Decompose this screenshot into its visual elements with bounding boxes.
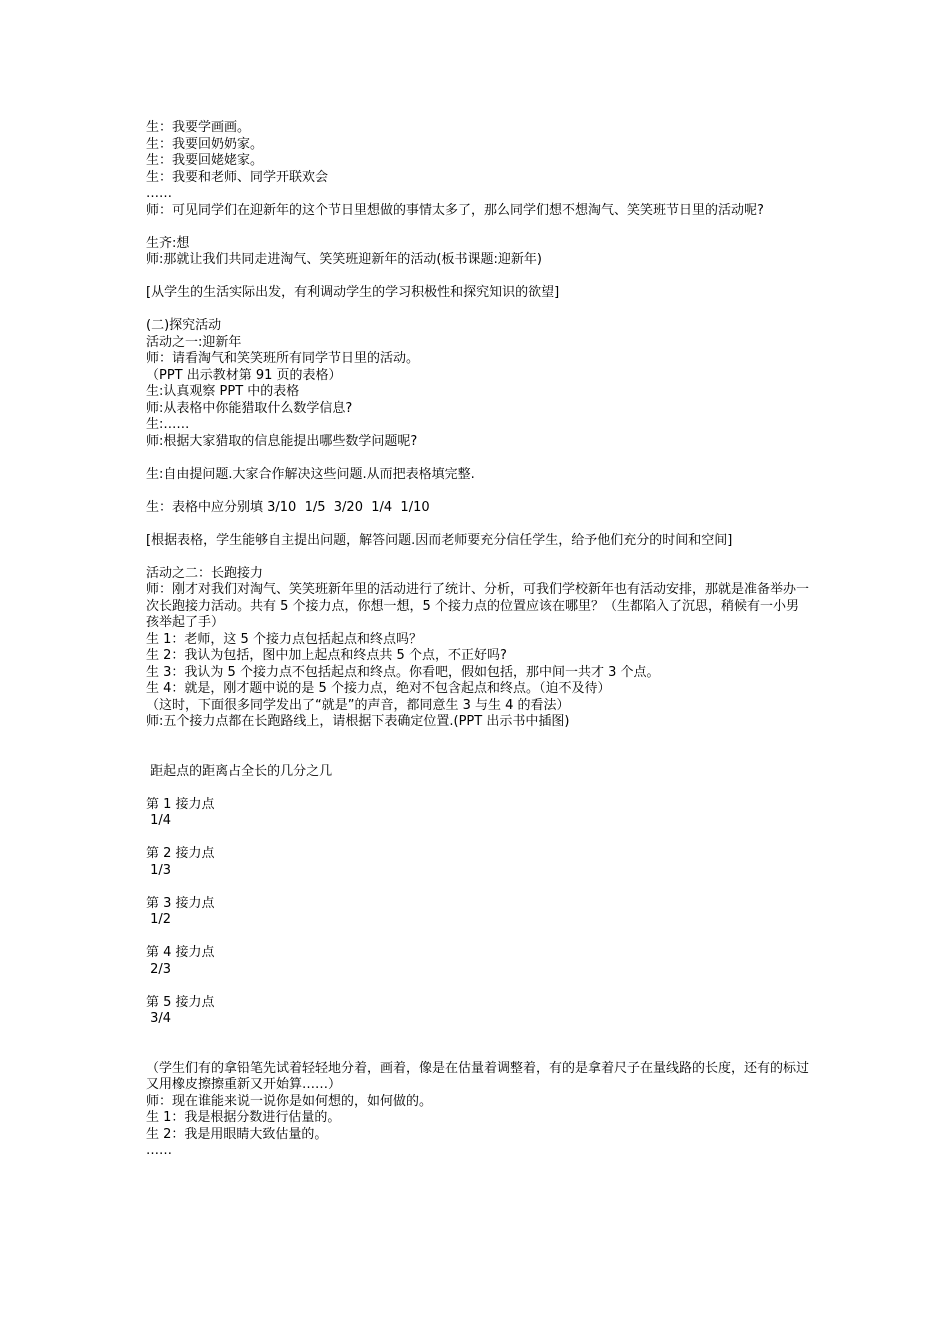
text-line: 生：我要回奶奶家。 xyxy=(146,136,264,152)
blank-line xyxy=(146,483,810,500)
text-line: 1/2 xyxy=(146,912,172,927)
text-line: 师：现在谁能来说一说你是如何想的，如何做的。 xyxy=(146,1093,433,1109)
text-line: 师:根据大家猎取的信息能提出哪些数学问题呢? xyxy=(146,433,418,449)
blank-line xyxy=(146,516,810,533)
text-line: 第 5 接力点 xyxy=(146,994,215,1010)
blank-line xyxy=(146,549,810,566)
blank-line xyxy=(146,879,810,896)
text-line: 师：可见同学们在迎新年的这个节日里想做的事情太多了，那么同学们想不想淘气、笑笑班节日里的活动呢? xyxy=(146,202,764,218)
text-line: 师：请看淘气和笑笑班所有同学节日里的活动。 xyxy=(146,351,420,366)
blank-line xyxy=(146,450,810,467)
text-line: 师：刚才对我们对淘气、笑笑班新年里的活动进行了统计、分析，可我们学校新年也有活动安排，那就是准备举办一次长跑接力活动。共有 5 个接力点，你想一想，5 个接力点的位置应该在哪里？（生都陷入了沉思，稍候有一小男孩举起了手） xyxy=(146,582,810,630)
text-line: (二)探究活动 xyxy=(146,318,222,333)
blank-line xyxy=(146,929,810,946)
text-line: 生:认真观察 PPT 中的表格 xyxy=(146,384,300,399)
text-line: 师:从表格中你能猎取什么数学信息? xyxy=(146,400,353,416)
text-line: 师:那就让我们共同走进淘气、笑笑班迎新年的活动(板书课题:迎新年) xyxy=(146,252,542,267)
text-line: 生：我要和老师、同学开联欢会 xyxy=(146,169,329,185)
text-line: 1/3 xyxy=(146,862,172,878)
text-line: 生 1：我是根据分数进行估量的。 xyxy=(146,1110,341,1125)
text-line: 生 2：我是用眼睛大致估量的。 xyxy=(146,1126,328,1142)
text-line: [根据表格，学生能够自主提出问题，解答问题.因而老师要充分信任学生，给予他们充分的时间和空间] xyxy=(146,532,733,548)
blank-line xyxy=(146,302,810,319)
text-line: 生 4：就是，刚才题中说的是 5 个接力点，绝对不包含起点和终点。（迫不及待） xyxy=(146,681,611,696)
blank-line xyxy=(146,1028,810,1045)
text-line: （学生们有的拿铅笔先试着轻轻地分着，画着，像是在估量着调整着，有的是拿着尺子在量线路的长度，还有的标过又用橡皮擦擦重新又开始算……） xyxy=(146,1060,810,1092)
text-line: …… xyxy=(146,1143,172,1158)
text-line: 第 2 接力点 xyxy=(146,846,215,861)
text-line: 生：表格中应分别填 3/10 1/5 3/20 1/4 1/10 xyxy=(146,499,430,515)
text-line: 生 2：我认为包括，图中加上起点和终点共 5 个点，不正好吗? xyxy=(146,648,507,663)
text-line: 活动之二：长跑接力 xyxy=(146,565,264,581)
text-line: …… xyxy=(146,186,172,201)
text-line: （PPT 出示教材第 91 页的表格） xyxy=(146,367,342,383)
blank-line xyxy=(146,219,810,236)
text-line: 1/4 xyxy=(146,813,172,828)
text-line: 生：我要回姥姥家。 xyxy=(146,153,264,168)
text-line: [从学生的生活实际出发，有利调动学生的学习积极性和探究知识的欲望] xyxy=(146,285,560,300)
text-line: 第 4 接力点 xyxy=(146,945,215,960)
text-line: 第 1 接力点 xyxy=(146,796,215,812)
text-line: 生 1：老师，这 5 个接力点包括起点和终点吗？ xyxy=(146,631,422,647)
document-page xyxy=(146,120,810,1160)
text-line: 师:五个接力点都在长跑路线上，请根据下表确定位置.(PPT 出示书中插图) xyxy=(146,714,570,729)
blank-line xyxy=(146,978,810,995)
text-line: 3/4 xyxy=(146,1011,172,1026)
blank-line xyxy=(146,747,810,764)
text-line: 生:自由提问题.大家合作解决这些问题.从而把表格填完整. xyxy=(146,466,475,482)
blank-line xyxy=(146,269,810,286)
text-line: 第 3 接力点 xyxy=(146,895,215,911)
blank-line xyxy=(146,830,810,847)
blank-line xyxy=(146,780,810,797)
text-line: 生 3：我认为 5 个接力点不包括起点和终点。你看吧，假如包括，那中间一共才 3 个点。 xyxy=(146,664,660,680)
text-line: 活动之一:迎新年 xyxy=(146,334,242,350)
text-line: 生：我要学画画。 xyxy=(146,120,251,135)
text-line: 距起点的距离占全长的几分之几 xyxy=(146,763,333,779)
text-line: （这时，下面很多同学发出了“就是”的声音，都同意生 3 与生 4 的看法） xyxy=(146,697,570,713)
blank-line xyxy=(146,1044,810,1061)
text-line: 生齐:想 xyxy=(146,235,190,251)
blank-line xyxy=(146,731,810,748)
text-line: 生:…… xyxy=(146,417,190,432)
text-line: 2/3 xyxy=(146,961,172,977)
